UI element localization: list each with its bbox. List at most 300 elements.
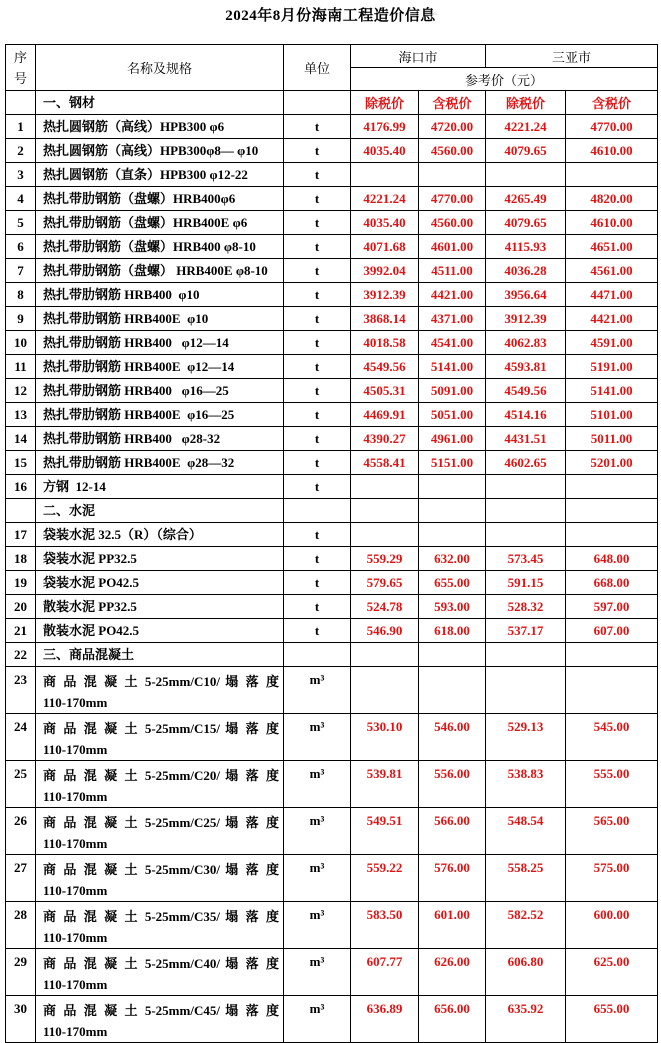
price-sanya-extax [486,163,566,187]
item-name-line1: 商 品 混 凝 土 5-25mm/C35/ 塌 落 度 [43,909,279,924]
table-row [6,115,658,139]
price-sanya-extax: 4265.49 [486,187,566,211]
price-sanya-extax: 4221.24 [486,115,566,139]
item-name-line1: 商 品 混 凝 土 5-25mm/C40/ 塌 落 度 [43,956,279,971]
table-row [6,475,658,499]
price-haikou-inctax: 4560.00 [419,139,486,163]
price-haikou-inctax: 4601.00 [419,235,486,259]
price-haikou-inctax: 4541.00 [419,331,486,355]
row-seq: 9 [6,307,36,331]
header-reference-price: 参考价（元） [351,68,658,91]
row-seq: 11 [6,355,36,379]
price-sanya-extax: 635.92 [486,996,566,1043]
table-row [6,163,658,187]
price-sanya-extax: 529.13 [486,714,566,761]
price-sanya-inctax: 597.00 [566,595,658,619]
price-haikou-inctax: 5051.00 [419,403,486,427]
item-name-line1: 热扎带肋钢筋 HRB400 φ10 [43,287,200,302]
item-unit: t [284,211,351,235]
item-name-line1: 商 品 混 凝 土 5-25mm/C20/ 塌 落 度 [43,768,279,783]
price-haikou-extax: 3912.39 [351,283,419,307]
price-haikou-extax: 3868.14 [351,307,419,331]
price-sanya-extax: 573.45 [486,547,566,571]
table-row [6,187,658,211]
item-name-line2: 110-170mm [43,789,108,804]
item-name-line1: 热扎带肋钢筋（盘螺）HRB400φ6 [43,191,236,206]
item-unit: m³ [284,761,351,808]
header-city-sanya: 三亚市 [486,45,658,68]
item-name-line2: 110-170mm [43,836,108,851]
price-haikou-inctax [419,475,486,499]
item-name [36,547,284,571]
item-unit: m³ [284,714,351,761]
item-name-line2: 110-170mm [43,742,108,757]
table-row [6,91,658,115]
item-name [36,902,284,949]
table-row [6,211,658,235]
item-unit: t [284,187,351,211]
price-haikou-extax: 4505.31 [351,379,419,403]
price-sanya-inctax: 545.00 [566,714,658,761]
price-haikou-extax [351,163,419,187]
row-seq: 29 [6,949,36,996]
item-unit [284,91,351,115]
item-unit: t [284,355,351,379]
price-sanya-extax [486,667,566,714]
item-name-line2: 110-170mm [43,1024,108,1039]
price-haikou-extax: 583.50 [351,902,419,949]
item-name-line1: 商 品 混 凝 土 5-25mm/C45/ 塌 落 度 [43,1003,279,1018]
price-sanya-extax: 537.17 [486,619,566,643]
table-row [6,427,658,451]
price-column-label: 除税价 [351,91,419,115]
item-name-line1: 热扎圆钢筋（直条）HPB300 φ12-22 [43,167,248,182]
table-row [6,283,658,307]
table-row [6,643,658,667]
price-haikou-inctax: 5091.00 [419,379,486,403]
table-row [6,547,658,571]
item-name [36,235,284,259]
item-unit: t [284,547,351,571]
price-haikou-extax: 607.77 [351,949,419,996]
item-unit: m³ [284,949,351,996]
price-haikou-inctax: 4961.00 [419,427,486,451]
price-haikou-extax: 4035.40 [351,211,419,235]
row-seq: 13 [6,403,36,427]
table-row [6,499,658,523]
price-haikou-extax: 4018.58 [351,331,419,355]
price-haikou-inctax [419,643,486,667]
table-row [6,235,658,259]
price-sanya-extax: 4062.83 [486,331,566,355]
price-sanya-inctax: 565.00 [566,808,658,855]
item-name-line1: 袋装水泥 PP32.5 [43,551,137,566]
row-seq [6,499,36,523]
table-row [6,259,658,283]
price-haikou-extax: 4558.41 [351,451,419,475]
price-sanya-inctax: 4610.00 [566,211,658,235]
price-sanya-inctax: 575.00 [566,855,658,902]
price-haikou-inctax: 5151.00 [419,451,486,475]
price-haikou-inctax [419,163,486,187]
row-seq: 19 [6,571,36,595]
price-haikou-inctax: 618.00 [419,619,486,643]
item-name [36,379,284,403]
price-sanya-inctax: 668.00 [566,571,658,595]
price-sanya-extax: 591.15 [486,571,566,595]
item-name-line1: 热扎带肋钢筋（盘螺） HRB400E φ8-10 [43,263,268,278]
item-unit: t [284,283,351,307]
item-name-line1: 热扎带肋钢筋 HRB400 φ16—25 [43,383,229,398]
item-name-line1: 二、水泥 [43,503,96,518]
row-seq: 8 [6,283,36,307]
price-haikou-extax: 4221.24 [351,187,419,211]
row-seq: 24 [6,714,36,761]
table-row [6,855,658,902]
item-unit [284,643,351,667]
table-row [6,714,658,761]
item-name-line1: 热扎带肋钢筋（盘螺）HRB400 φ8-10 [43,239,256,254]
row-seq: 15 [6,451,36,475]
price-haikou-inctax [419,667,486,714]
table-row [6,331,658,355]
price-haikou-inctax: 601.00 [419,902,486,949]
price-haikou-extax: 579.65 [351,571,419,595]
price-table [5,44,658,1043]
price-sanya-inctax: 600.00 [566,902,658,949]
header-name: 名称及规格 [36,45,284,91]
price-sanya-inctax: 5101.00 [566,403,658,427]
price-sanya-extax [486,475,566,499]
table-row [6,667,658,714]
item-name [36,139,284,163]
price-sanya-extax: 4602.65 [486,451,566,475]
item-name-line1: 热扎带肋钢筋 HRB400 φ12—14 [43,335,229,350]
item-name [36,499,284,523]
item-name [36,427,284,451]
price-sanya-inctax: 4591.00 [566,331,658,355]
price-sanya-inctax [566,643,658,667]
item-name [36,475,284,499]
price-sanya-inctax: 4561.00 [566,259,658,283]
header-seq-label: 序号 [13,49,27,86]
price-sanya-extax: 4079.65 [486,211,566,235]
table-row [6,902,658,949]
item-name [36,855,284,902]
table-row [6,619,658,643]
item-unit: t [284,379,351,403]
table-row [6,379,658,403]
item-name-line1: 三、商品混凝土 [43,647,135,662]
price-column-label: 含税价 [419,91,486,115]
price-haikou-extax: 4390.27 [351,427,419,451]
item-unit: t [284,475,351,499]
price-haikou-extax: 4176.99 [351,115,419,139]
item-name-line1: 商 品 混 凝 土 5-25mm/C25/ 塌 落 度 [43,815,279,830]
item-name-line1: 热扎圆钢筋（高线）HPB300φ8— φ10 [43,143,259,158]
price-sanya-extax: 4514.16 [486,403,566,427]
item-unit: t [284,331,351,355]
item-unit: t [284,619,351,643]
table-row [6,403,658,427]
item-name [36,667,284,714]
table-row [6,808,658,855]
item-name-line1: 热扎圆钢筋（高线）HPB300 φ6 [43,119,225,134]
row-seq [6,91,36,115]
price-sanya-inctax [566,667,658,714]
table-row [6,139,658,163]
row-seq: 25 [6,761,36,808]
item-unit: t [284,595,351,619]
price-sanya-extax: 528.32 [486,595,566,619]
table-row [6,595,658,619]
price-sanya-inctax: 5191.00 [566,355,658,379]
price-sanya-inctax [566,499,658,523]
item-name [36,714,284,761]
item-name-line1: 袋装水泥 32.5（R）（综合） [43,527,202,542]
row-seq: 12 [6,379,36,403]
item-name-line1: 热扎带肋钢筋 HRB400E φ10 [43,311,209,326]
item-name-line2: 110-170mm [43,977,108,992]
price-haikou-inctax: 4371.00 [419,307,486,331]
price-sanya-extax: 4115.93 [486,235,566,259]
item-name [36,355,284,379]
price-column-label: 含税价 [566,91,658,115]
price-sanya-inctax: 5011.00 [566,427,658,451]
item-name-line1: 热扎带肋钢筋 HRB400E φ28—32 [43,455,235,470]
item-name-line1: 一、钢材 [43,95,96,110]
row-seq: 7 [6,259,36,283]
price-haikou-inctax: 4511.00 [419,259,486,283]
item-name [36,595,284,619]
table-row [6,451,658,475]
row-seq: 28 [6,902,36,949]
item-unit: t [284,163,351,187]
row-seq: 26 [6,808,36,855]
item-name [36,187,284,211]
item-name [36,403,284,427]
item-unit: m³ [284,996,351,1043]
table-row [6,761,658,808]
item-name [36,307,284,331]
price-haikou-inctax: 4770.00 [419,187,486,211]
row-seq: 1 [6,115,36,139]
price-sanya-extax: 4431.51 [486,427,566,451]
price-sanya-inctax [566,523,658,547]
price-haikou-extax [351,523,419,547]
price-sanya-inctax: 5201.00 [566,451,658,475]
item-unit: m³ [284,808,351,855]
page-title: 2024年8月份海南工程造价信息 [225,8,436,24]
price-sanya-inctax: 625.00 [566,949,658,996]
price-haikou-extax [351,667,419,714]
item-name-line1: 散装水泥 PO42.5 [43,623,140,638]
price-haikou-inctax: 632.00 [419,547,486,571]
item-unit: t [284,427,351,451]
price-sanya-inctax [566,475,658,499]
price-sanya-extax: 548.54 [486,808,566,855]
price-haikou-inctax: 546.00 [419,714,486,761]
price-haikou-extax: 549.51 [351,808,419,855]
price-haikou-extax: 530.10 [351,714,419,761]
price-haikou-extax: 559.29 [351,547,419,571]
item-name [36,808,284,855]
price-sanya-inctax: 555.00 [566,761,658,808]
row-seq: 23 [6,667,36,714]
header-city-haikou: 海口市 [351,45,486,68]
row-seq: 4 [6,187,36,211]
table-header [6,45,658,91]
price-haikou-extax: 546.90 [351,619,419,643]
price-sanya-extax [486,499,566,523]
item-name [36,115,284,139]
item-name [36,523,284,547]
item-unit: t [284,571,351,595]
item-unit: t [284,235,351,259]
item-name [36,283,284,307]
price-haikou-extax: 3992.04 [351,259,419,283]
item-name-line1: 热扎带肋钢筋（盘螺）HRB400E φ6 [43,215,248,230]
item-name-line1: 商 品 混 凝 土 5-25mm/C15/ 塌 落 度 [43,721,279,736]
price-haikou-inctax: 656.00 [419,996,486,1043]
price-sanya-extax: 558.25 [486,855,566,902]
item-name-line1: 热扎带肋钢筋 HRB400E φ12—14 [43,359,235,374]
row-seq: 17 [6,523,36,547]
item-name-line2: 110-170mm [43,883,108,898]
item-name [36,163,284,187]
row-seq: 14 [6,427,36,451]
table-body [6,91,658,1043]
price-sanya-inctax: 5141.00 [566,379,658,403]
item-name [36,619,284,643]
price-sanya-extax [486,523,566,547]
row-seq: 22 [6,643,36,667]
item-name [36,643,284,667]
item-unit: m³ [284,902,351,949]
price-sanya-inctax: 4770.00 [566,115,658,139]
table-row [6,949,658,996]
row-seq: 16 [6,475,36,499]
price-haikou-extax: 4549.56 [351,355,419,379]
item-unit: t [284,259,351,283]
price-haikou-extax: 539.81 [351,761,419,808]
price-sanya-inctax: 648.00 [566,547,658,571]
item-unit: t [284,403,351,427]
row-seq: 10 [6,331,36,355]
price-haikou-inctax: 556.00 [419,761,486,808]
item-name-line1: 热扎带肋钢筋 HRB400 φ28-32 [43,431,221,446]
price-sanya-extax: 3912.39 [486,307,566,331]
item-name-line1: 商 品 混 凝 土 5-25mm/C30/ 塌 落 度 [43,862,279,877]
price-haikou-extax: 636.89 [351,996,419,1043]
item-name [36,451,284,475]
price-sanya-inctax: 4651.00 [566,235,658,259]
price-sanya-inctax: 607.00 [566,619,658,643]
price-haikou-inctax: 655.00 [419,571,486,595]
price-haikou-inctax [419,523,486,547]
item-unit: t [284,451,351,475]
price-sanya-inctax: 4610.00 [566,139,658,163]
row-seq: 2 [6,139,36,163]
price-sanya-extax: 4079.65 [486,139,566,163]
price-haikou-extax: 559.22 [351,855,419,902]
price-haikou-extax: 4469.91 [351,403,419,427]
price-haikou-extax: 4035.40 [351,139,419,163]
item-name [36,571,284,595]
row-seq: 30 [6,996,36,1043]
item-name [36,91,284,115]
price-haikou-inctax: 4560.00 [419,211,486,235]
price-haikou-extax: 524.78 [351,595,419,619]
table-row [6,571,658,595]
price-column-label: 除税价 [486,91,566,115]
price-haikou-inctax: 566.00 [419,808,486,855]
price-sanya-extax [486,643,566,667]
item-unit: m³ [284,855,351,902]
item-unit: t [284,307,351,331]
item-name-line1: 商 品 混 凝 土 5-25mm/C10/ 塌 落 度 [43,674,279,689]
row-seq: 21 [6,619,36,643]
price-sanya-extax: 4549.56 [486,379,566,403]
row-seq: 6 [6,235,36,259]
table-row [6,996,658,1043]
price-sanya-extax: 606.80 [486,949,566,996]
price-haikou-inctax: 576.00 [419,855,486,902]
row-seq: 18 [6,547,36,571]
price-sanya-extax: 538.83 [486,761,566,808]
header-unit: 单位 [284,45,351,91]
item-name [36,949,284,996]
item-name [36,331,284,355]
price-haikou-inctax: 4421.00 [419,283,486,307]
price-haikou-extax [351,499,419,523]
price-sanya-inctax: 4820.00 [566,187,658,211]
header-seq [6,45,36,91]
price-haikou-inctax [419,499,486,523]
table-row [6,523,658,547]
price-sanya-extax: 4036.28 [486,259,566,283]
item-name-line1: 热扎带肋钢筋 HRB400E φ16—25 [43,407,235,422]
item-name-line2: 110-170mm [43,930,108,945]
item-name [36,259,284,283]
price-haikou-inctax: 593.00 [419,595,486,619]
price-sanya-extax: 3956.64 [486,283,566,307]
item-name-line1: 散装水泥 PP32.5 [43,599,137,614]
item-unit: m³ [284,667,351,714]
item-name [36,211,284,235]
item-unit: t [284,115,351,139]
price-haikou-inctax: 4720.00 [419,115,486,139]
row-seq: 27 [6,855,36,902]
price-sanya-extax: 4593.81 [486,355,566,379]
item-unit: t [284,523,351,547]
price-sanya-inctax: 4471.00 [566,283,658,307]
price-haikou-inctax: 5141.00 [419,355,486,379]
table-row [6,307,658,331]
price-sanya-inctax: 655.00 [566,996,658,1043]
price-haikou-extax [351,643,419,667]
price-haikou-extax [351,475,419,499]
item-unit [284,499,351,523]
price-haikou-inctax: 626.00 [419,949,486,996]
price-sanya-inctax [566,163,658,187]
price-haikou-extax: 4071.68 [351,235,419,259]
row-seq: 5 [6,211,36,235]
item-name [36,996,284,1043]
table-row [6,355,658,379]
item-name [36,761,284,808]
row-seq: 20 [6,595,36,619]
